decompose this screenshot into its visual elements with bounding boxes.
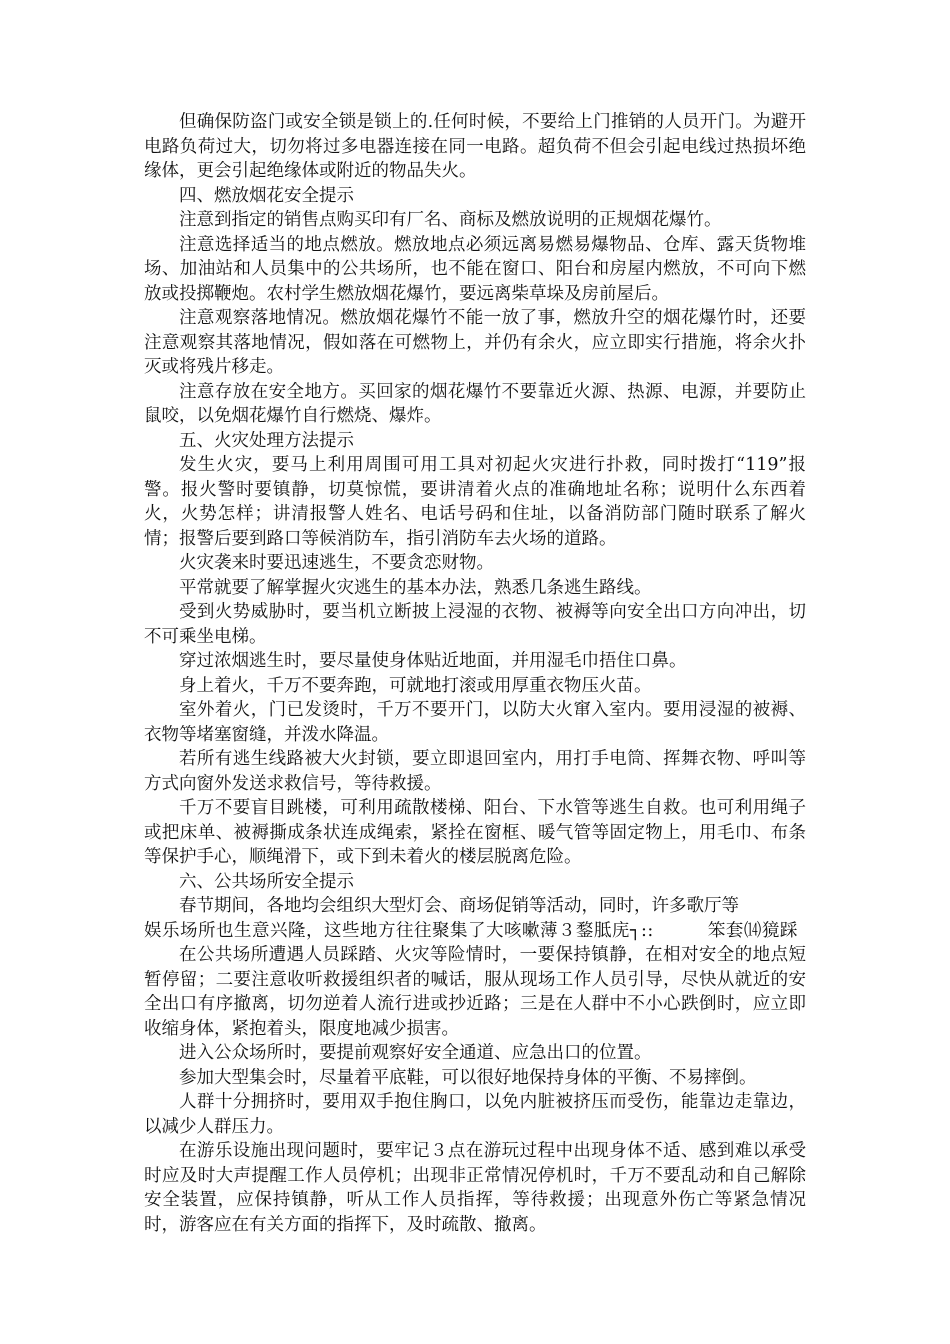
paragraph-through-smoke: 穿过浓烟逃生时，要尽量使身体贴近地面，并用湿毛巾捂住口鼻。 — [179, 651, 687, 671]
paragraph-observe-landing: 注意观察落地情况。燃放烟花爆竹不能一放了事，燃放升空的烟花爆竹时，还要注意观察其落地情况，假如落在可燃物上，并仍有余火，应立即实行措施，将余火扑灭或将残片移走。 — [144, 308, 806, 377]
section-heading-fireworks: 四、燃放烟花安全提示 — [179, 185, 354, 206]
paragraph-escape-fast: 火灾袭来时要迅速逃生，不要贪恋财物。 — [179, 553, 494, 573]
paragraph-routes-blocked: 若所有逃生线路被大火封锁，要立即退回室内，用打手电筒、挥舞衣物、呼叫等方式向窗外发送求救信号，等待救援。 — [144, 749, 806, 794]
section-heading-public-places: 六、公共场所安全提示 — [179, 871, 354, 892]
paragraph-choose-location: 注意选择适当的地点燃放。燃放地点必须远离易燃易爆物品、仓库、露天货物堆场、加油站和人员集中的公共场所，也不能在窗口、阳台和房屋内燃放，不可向下燃放或投掷鞭炮。农村学生燃放烟花爆竹，要远离柴草垛及房前屋后。 — [144, 234, 806, 304]
paragraph-stampede: 在公共场所遭遇人员踩踏、火灾等险情时，一要保持镇静，在相对安全的地点短暂停留；二要注意收听救援组织者的喊话，服从现场工作人员引导，尽快从就近的安全出口有序撤离，切勿逆着人流行进或抄近路；三是在人群中不小心跌倒时，应立即收缩身体，紧抱着头，限度地减少损害。 — [144, 945, 806, 1039]
paragraph-on-fire: 身上着火，千万不要奔跑，可就地打滚或用厚重衣物压火苗。 — [179, 675, 652, 696]
document-page — [144, 110, 806, 1237]
paragraph-threatened: 受到火势威胁时，要当机立断披上浸湿的衣物、被褥等向安全出口方向冲出，切不可乘坐电梯。 — [144, 602, 806, 647]
paragraph-report-fire: 发生火灾，要马上利用周围可用工具对初起火灾进行扑救，同时拨打“119”报警。报火警时要镇静，切莫惊慌，要讲清着火点的准确地址名称；说明什么东西着火，火势怎样；讲清报警人姓名、电话号码和住址，以备消防部门随时联系了解火情；报警后要到路口等候消防车，指引消防车去火场的道路。 — [144, 455, 806, 549]
paragraph-safe-storage: 注意存放在安全地方。买回家的烟花爆竹不要靠近火源、热源、电源，并要防止鼠咬，以免烟花爆竹自行燃烧、爆炸。 — [144, 381, 806, 426]
paragraph-learn-escape: 平常就要了解掌握火灾逃生的基本办法，熟悉几条逃生路线。 — [179, 577, 652, 598]
paragraph-spring-festival: 春节期间，各地均会组织大型灯会、商场促销等活动，同时，许多歌厅等 — [179, 896, 739, 916]
paragraph-crowded: 人群十分拥挤时，要用双手抱住胸口，以免内脏被挤压而受伤，能靠边走靠边，以减少人群压力。 — [144, 1092, 806, 1137]
paragraph-security-lock: 但确保防盗门或安全锁是锁上的.任何时候，不要给上门推销的人员开门。为避开电路负荷过大，切勿将过多电器连接在同一电路。超负荷不但会引起电线过热损坏绝缘体，更会引起绝缘体或附近的物品失火。 — [144, 112, 806, 181]
paragraph-no-jumping: 千万不要盲目跳楼，可利用疏散楼梯、阳台、下水管等逃生自救。也可利用绳子或把床单、被褥撕成条状连成绳索，紧拴在窗框、暖气管等固定物上，用毛巾、布条等保护手心，顺绳滑下，或下到未着火的楼层脱离危险。 — [144, 798, 806, 867]
paragraph-amusement-rides: 在游乐设施出现问题时，要牢记３点在游玩过程中出现身体不适、感到难以承受时应及时大声提醒工作人员停机；出现非正常情况停机时，千万不要乱动和自己解除安全装置，应保持镇静，听从工作人员指挥，等待救援；出现意外伤亡等紧急情况时，游客应在有关方面的指挥下，及时疏散、撤离。 — [144, 1141, 806, 1235]
paragraph-garbled-text: 娱乐场所也生意兴隆，这些地方往往聚集了大咳嗽薄３鍪胝庑┐:: 笨套⒁獍踩 — [144, 920, 798, 941]
paragraph-flat-shoes: 参加大型集会时，尽量着平底鞋，可以很好地保持身体的平衡、不易摔倒。 — [179, 1067, 757, 1088]
section-heading-fire: 五、火灾处理方法提示 — [179, 430, 354, 451]
paragraph-exits: 进入公众场所时，要提前观察好安全通道、应急出口的位置。 — [179, 1043, 652, 1063]
paragraph-outside-fire: 室外着火，门已发烫时，千万不要开门，以防大火窜入室内。要用浸湿的被褥、衣物等堵塞窗缝，并泼水降温。 — [144, 700, 806, 745]
paragraph-buy-fireworks: 注意到指定的销售点购买印有厂名、商标及燃放说明的正规烟花爆竹。 — [179, 210, 722, 230]
